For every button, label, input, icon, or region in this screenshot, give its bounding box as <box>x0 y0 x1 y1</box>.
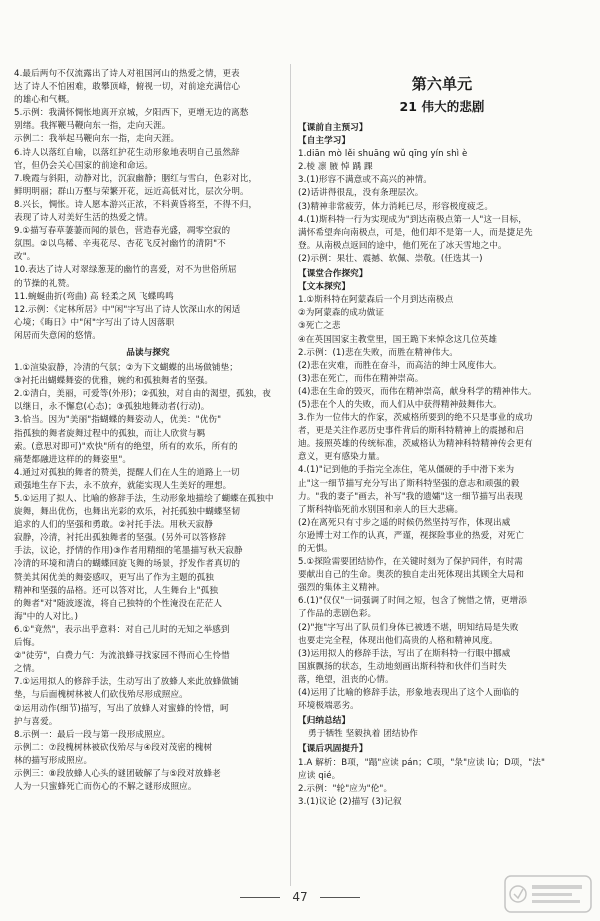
text-line: ②"徒劳"，白费力气：为流浪蜂寻找家园不得而心生怜惜 <box>14 651 230 662</box>
lesson-title: 21 伟大的悲剧 <box>399 99 485 114</box>
column-divider <box>290 64 291 886</box>
text-line: 1.①渲染寂静，冷清的气氛；②为下文蝴蝶的出场做铺垫； <box>14 363 238 374</box>
text-line: 4.(1)"记到他的手指完全冻住，笔从僵硬的手中滑下来为 <box>298 465 515 476</box>
text-line: 冷清的环境和清白的蝴蝶回旋飞舞的场景，抒发作者真切的 <box>14 559 241 570</box>
text-line: 2.示例："轮"应为"伦"。 <box>298 783 393 794</box>
unit-title: 第六单元 <box>411 75 473 93</box>
text-line: 了斯科特临死前水别国和亲人的巨大悲痛。 <box>298 504 464 515</box>
answer-block-1 <box>14 68 282 343</box>
text-line: 了作品的悲剧色彩。 <box>298 609 377 620</box>
text-line: 索。(意思对即可)"欢快"所有的绝望，所有的欢乐，所有的 <box>14 441 238 452</box>
text-line: 顽强地生存下去，永不放弃，就能实现人生美好的理想。 <box>14 480 232 491</box>
text-line: 12.示例：《定林所居》中"闲"字写出了诗人饮深山水的闲适 <box>14 304 241 315</box>
text-line: 垫，与后面槐树林被人们砍伐殆尽形成照应。 <box>14 690 188 701</box>
text-line: 11.蜿蜒曲折(弯曲) 高 轻柔之风 飞蝶鸣鸣 <box>14 291 174 302</box>
right-column <box>298 70 586 809</box>
summary-text: 勇于牺牲 坚毅执着 团结协作 <box>308 729 418 740</box>
text-line: 寂静，冷清，衬托出孤独舞者的坚强。(另外可以答修辞 <box>14 533 227 544</box>
text-line: 官，但仍会关心国家的前途和命运。 <box>14 160 154 171</box>
text-line: 之情。 <box>14 664 41 675</box>
text-line: 以继日，永不懈怠(心态)；③孤独地舞动者(行动)。 <box>14 402 210 413</box>
text-line: (2)示例：果壮、震撼、软佩、崇敬。(任选其一) <box>298 253 483 264</box>
text-line: ②运用动作(细节)描写，写出了放蜂人对蜜蜂的怜惜，呵 <box>14 703 229 714</box>
text-line: ③死亡之悲 <box>298 321 341 332</box>
pre-class-heading: 【课前自主预习】 <box>298 123 368 133</box>
text-line: 力。"我的妻子"画去，补写"我的遗孀"这一细节描写出表现 <box>298 491 523 502</box>
text-line: 2.①清白，美丽，可爱等(外形)；②孤独，对自由的渴望，孤独，夜 <box>14 389 271 400</box>
text-line: 护与喜爱。 <box>14 716 58 727</box>
text-line: 3.(1)议论 (2)描写 (3)记叙 <box>298 796 402 807</box>
text-line: (4)悲在生命的毁灭，而伟在精神崇高，献身科学的精神伟大。 <box>298 386 537 397</box>
text-line: 的节操的礼赞。 <box>14 278 75 289</box>
text-line: 闲居而失意闲的悠情。 <box>14 330 101 341</box>
text-line: 6.(1)"仅仅"一词强调了时间之短，包含了惋惜之情，更增添 <box>298 596 527 607</box>
text-line: (3)悲在死亡，而伟在精神崇高。 <box>298 373 424 384</box>
text-line: 2.示例：(1)悲在失败，而胜在精神伟大。 <box>298 347 458 358</box>
text-line: 应读 qié。 <box>298 770 341 781</box>
section-heading-reading: 品读与探究 <box>126 347 170 358</box>
text-line: 4.最后两句不仅流露出了诗人对祖国河山的热爱之情，更表 <box>14 69 240 79</box>
text-line: (2)"拖"字写出了队员们身体已被透不堪，明知结局是失败 <box>298 622 519 633</box>
text-line: 的无惧。 <box>298 544 333 554</box>
page-number: 47 <box>292 890 308 904</box>
text-line: 氛围。②以鸟稀、辛夷花尽、杏花飞反衬幽竹的清阴"不 <box>14 239 226 250</box>
text-line: 7.晚霞与斜阳，动静对比，沉寂幽静；胭红与雪白，色彩对比， <box>14 173 258 184</box>
text-line: (3)运用拟人的修辞手法，写出了在斯科特一行眼中挪威 <box>298 648 511 659</box>
after-class-heading: 【课后巩固提升】 <box>298 744 368 755</box>
text-line: 5.①探险需要团结协作，在关键时刻为了保护同伴，有时需 <box>298 557 523 568</box>
text-line: 表现了诗人对美好生活的热爱之情。 <box>14 213 154 224</box>
text-line: 痛楚都融进这样的的舞姿里"。 <box>14 454 132 465</box>
text-line: (2)悲在灾难，而胜在奋斗，而高洁的绅士风度伟大。 <box>298 360 502 371</box>
text-line: 鲜明明丽；群山万壑与荣繁开花，远近高低对比，层次分明。 <box>14 186 249 197</box>
watermark-logo <box>504 875 592 913</box>
text-line: 心境；《晦日》中"闲"字写出了诗人因落职 <box>14 317 175 328</box>
text-line: 环境极端恶劣。 <box>298 701 359 712</box>
text-line: 的雄心和气概。 <box>14 95 75 106</box>
text-line: 达了诗人不怕困难，敢攀顶峰，俯视一切，对前途充满信心 <box>14 82 241 93</box>
chars-line: 2.棱 凛 腋 悼 踽 踝 <box>298 162 373 173</box>
text-line: 3.(1)形容不满意或不高兴的神情。 <box>298 175 432 186</box>
text-line: 示例二：我举起马鞭向东一指，走向天涯。 <box>14 134 180 145</box>
text-line: 指孤独的舞者旋舞过程中的孤独，而让人欣赏与羁 <box>14 428 206 439</box>
text-line: 1.A 解析：B项，"蹋"应读 pán；C项，"彔"应读 lù；D项，"法" <box>298 757 545 768</box>
text-line: 精神和坚强的品格。还可以答对比，人生舞台上"孤独 <box>14 585 219 596</box>
text-line: ②为阿蒙森的成功做证 <box>298 308 385 319</box>
text-line: 追求的人们的坚强和勇敢。②衬托手法。用秋天寂静 <box>14 520 214 531</box>
text-line: 5.①运用了拟人、比喻的修辞手法，生动形象地描绘了蝴蝶在孤独中 <box>14 494 274 504</box>
text-line: 6.①"竟然"，表示出乎意料：对自己儿时的无知之举感到 <box>14 624 230 635</box>
text-line: 8.兴长，惆怅。诗人愿本游兴正浓，不料黄昏将至，不得不归， <box>14 199 258 210</box>
text-line: 改"。 <box>14 252 36 263</box>
pinyin-line: 1.diān mò lěi shuāng wǔ qīng yín shì è <box>298 149 468 160</box>
text-line: 后悔。 <box>14 638 41 649</box>
text-line: 海"中的人对比。) <box>14 611 79 622</box>
left-column <box>14 68 282 794</box>
text-line: 8.示例一：最后一段与第一段形成照应。 <box>14 729 171 740</box>
text-line: 迪。接照英雄的传统标准，茨威格认为精神科特精神传会更有 <box>298 439 533 450</box>
text-line: 要献出自己的生命。奥茨的独自走出死体现出其顾全大局和 <box>298 570 525 581</box>
text-line: 别绪。我挥鞭马鞭向东一指，走向天涯。 <box>14 121 171 132</box>
answer-block-2 <box>14 362 282 794</box>
text-line: 9.①描写春草萋萋而闻的景色，营造春光盛，凋零空寂的 <box>14 226 231 237</box>
text-line: (2)在离死只有寸步之遥的时候仍然坚持写作，体现出威 <box>298 517 511 528</box>
text-line: 示例三：⑧段放蜂人心头的谜团破解了与⑤段对放蜂老 <box>14 768 221 779</box>
in-class-heading: 【课堂合作探究】 <box>298 269 368 280</box>
text-line: 1.①斯科特在阿蒙森后一个月到达南极点 <box>298 295 454 306</box>
text-line: 满怀希望奔向南极点，可是，他们却不是第一人，而是捷足先 <box>298 227 533 238</box>
answers-a <box>298 174 586 266</box>
self-study-heading: 【自主学习】 <box>298 136 351 147</box>
text-line: ④在英国国家主教堂里，国王跪下来悼念这几位英雄 <box>298 334 498 345</box>
text-line: 落，绝望，沮丧的心情。 <box>298 674 394 685</box>
text-line: 意义，更有感染力量。 <box>298 452 385 463</box>
text-line: 旋舞，舞出优伤，也舞出光彩的欢乐，衬托孤独中蝴蝶坚韧 <box>14 507 241 518</box>
text-line: (3)精神非常疲劳，体力消耗已尽，形容极度疲乏。 <box>298 201 494 212</box>
answers-c <box>298 757 586 809</box>
text-line: (2)话讲得很乱，没有条理层次。 <box>298 188 424 199</box>
text-line: 止"这一细节描写充分写出了斯科特坚强的意志和顽强的毅 <box>298 478 520 489</box>
text-line: 10.表达了诗人对翠绿葱茏的幽竹的喜爱，对不为世俗所屈 <box>14 265 237 276</box>
text-line: 3.作为一位伟大的作家，茨威格所要到的绝不只是事业的成功 <box>298 413 533 424</box>
text-line: 林的描写形成照应。 <box>14 755 93 766</box>
text-line: 强烈的集体主义精神。 <box>298 583 385 594</box>
text-line: (4)运用了比喻的修辞手法，形象地表现出了这个人面临的 <box>298 688 520 699</box>
text-line: 5.示例：我满怀惆怅地离开京城，夕阳西下，更增无边的离愁 <box>14 108 249 119</box>
text-line: ③衬托出蝴蝶舞姿的优雅，婉约和孤独舞者的坚强。 <box>14 376 214 387</box>
text-line: 人为一只蜜蜂死亡而伤心的不解之谜形成照应。 <box>14 782 197 793</box>
text-line: 示例二：⑦段槐树林被砍伐殆尽与④段对茂密的槐树 <box>14 742 213 753</box>
text-line: 也要走完全程，体现出他们高贵的人格和精神风度。 <box>298 635 498 646</box>
text-line: 者，更是关注作恶历史事件背后的斯科特精神上的震撼和启 <box>298 426 525 437</box>
text-line: 7.①运用拟人的修辞手法，生动写出了放蜂人来此放蜂做铺 <box>14 677 239 688</box>
text-line: 3.恰当。因为"美丽"指蝴蝶的舞姿动人，优美："优伤" <box>14 415 222 426</box>
text-line: 4.通过对孤独的舞者的赞美，提醒人们在人生的道路上一切 <box>14 467 240 478</box>
text-line: 国旗飘扬的状态，生动地刻画出斯科特和伙伴们当时失 <box>298 661 507 672</box>
text-inquiry-heading: 【文本探究】 <box>298 282 351 293</box>
text-line: 4.(1)斯科特一行为实现成为"到达南极点第一人"这一目标， <box>298 214 527 225</box>
text-line: (5)悲在个人的失败，而人们从中获得精神鼓舞伟大。 <box>298 399 502 410</box>
answers-b <box>298 294 586 713</box>
summary-heading: 【归纳总结】 <box>298 716 351 727</box>
text-line: 手法，议论，抒情的作用)③作者用精细的笔墨描写秋天寂静 <box>14 546 243 557</box>
text-line: 的舞者"对"随波逐流，将自己独特的个性淹没在茫茫人 <box>14 598 223 609</box>
text-line: 6.诗人以落红自喻，以落红护花生动形象地表明自己虽然辞 <box>14 147 240 158</box>
text-line: 登。从南极点返回的途中，他们死在了冰天雪地之中。 <box>298 240 507 251</box>
text-line: 赞美其闲优美的舞姿感叹，更写出了作为主题的孤独 <box>14 572 214 583</box>
text-line: 尔逊博士对工作的认真，严谨，视探险事业的热爱，对死亡 <box>298 530 525 541</box>
